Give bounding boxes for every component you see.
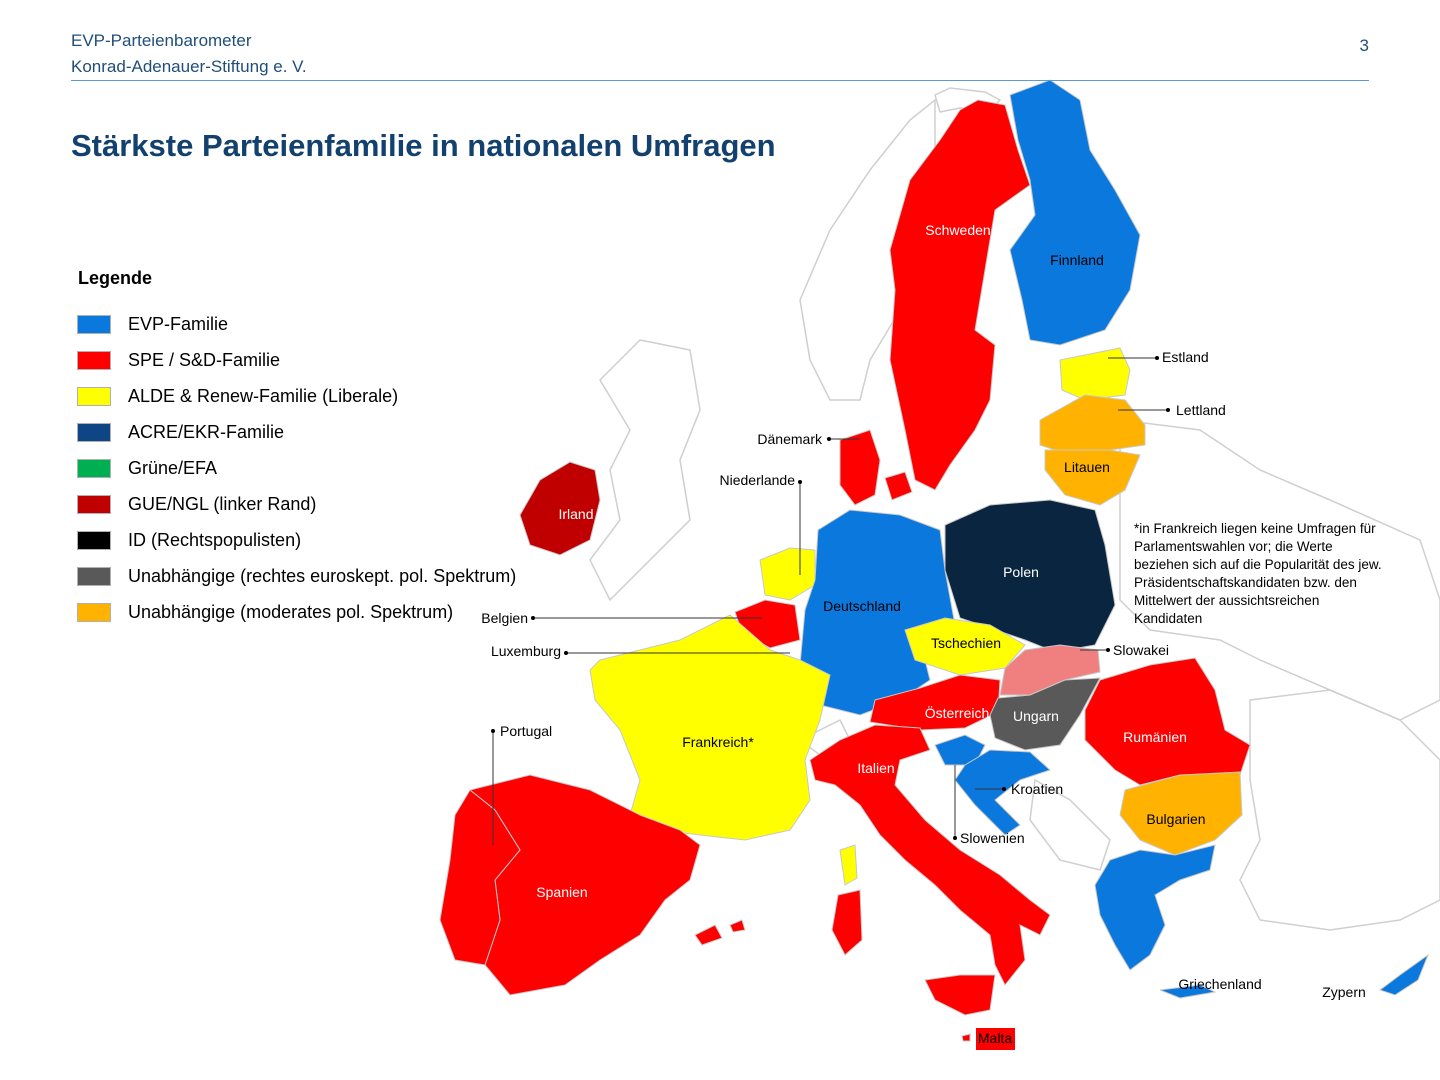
legend-swatch [77,603,111,622]
legend-heading: Legende [78,268,153,288]
country-zypern [1380,955,1428,995]
legend-swatch [77,531,111,550]
legend-swatch [77,315,111,334]
legend-swatch [77,567,111,586]
label-tschechien: Tschechien [930,635,1002,651]
legend-item-indep-moderate [77,594,516,630]
header-line-1: EVP-Parteienbarometer [71,31,252,50]
legend-item-gue [77,486,516,522]
label-spanien: Spanien [536,884,588,900]
legend-item-indep-right [77,558,516,594]
legend-swatch [77,459,111,478]
country-lettland [1040,395,1145,455]
label-litauen: Litauen [1064,459,1110,475]
label-slowenien: Slowenien [960,830,1025,846]
country-niederlande [760,548,815,600]
label-ungarn: Ungarn [1013,708,1059,724]
country-rumaenien [1085,658,1250,785]
country-malta [962,1034,970,1041]
legend-label: ALDE & Renew-Familie (Liberale) [128,385,399,406]
page-number: 3 [1359,36,1369,55]
legend-item-ekr [77,414,516,450]
country-finnland [1010,80,1140,345]
footnote: *in Frankreich liegen keine Umfragen für Parlamentswahlen vor; die Werte beziehen sich auf die Popularität des jew. Präsidentschaftskandidaten bzw. den Mittelwert der aussichtsreichen Kandidaten [1134,521,1382,626]
header-line-2: Konrad-Adenauer-Stiftung e. V. [71,57,307,76]
country-daenemark [840,430,880,505]
page-title: Stärkste Parteienfamilie in nationalen Umfragen [71,128,776,163]
label-portugal: Portugal [500,723,553,739]
legend [77,268,516,630]
country-frankreich [590,615,830,840]
header-divider [71,80,1369,81]
label-irland: Irland [558,506,594,522]
label-griechenland: Griechenland [1178,976,1262,992]
legend-label: Grüne/EFA [128,457,218,478]
label-luxemburg: Luxemburg [490,643,561,659]
label-polen: Polen [1003,564,1039,580]
country-estland [1060,348,1130,400]
label-deutschland: Deutschland [823,598,901,614]
label-kroatien: Kroatien [1011,781,1064,797]
country-schweden [890,100,1030,490]
legend-item-spe [77,342,516,378]
legend-label: SPE / S&D-Familie [128,349,281,370]
legend-label: EVP-Familie [128,313,229,334]
legend-label: Unabhängige (rechtes euroskept. pol. Spektrum) [128,565,517,586]
label-bulgarien: Bulgarien [1146,811,1206,827]
legend-item-gruene [77,450,516,486]
label-daenemark: Dänemark [757,431,822,447]
legend-label: ID (Rechtspopulisten) [128,529,302,550]
legend-swatch [77,423,111,442]
label-lettland: Lettland [1176,402,1226,418]
legend-item-evp [77,306,516,342]
legend-item-id [77,522,516,558]
legend-label: GUE/NGL (linker Rand) [128,493,317,514]
label-schweden: Schweden [925,222,991,238]
header [71,28,307,80]
legend-swatch [77,351,111,370]
label-italien: Italien [857,760,895,776]
label-zypern: Zypern [1322,984,1366,1000]
label-rumaenien: Rumänien [1123,729,1187,745]
label-slowakei: Slowakei [1113,642,1170,658]
label-malta: Malta [977,1030,1013,1046]
label-oesterreich: Österreich [924,705,990,721]
label-frankreich: Frankreich* [682,734,754,750]
legend-label: Unabhängige (moderates pol. Spektrum) [128,601,454,622]
legend-swatch [77,495,111,514]
legend-swatch [77,387,111,406]
country-griechenland [1095,845,1215,970]
label-estland: Estland [1162,349,1209,365]
label-finnland: Finnland [1050,252,1104,268]
legend-label: ACRE/EKR-Familie [128,421,285,442]
legend-item-alde [77,378,516,414]
label-belgien: Belgien [481,610,528,626]
label-niederlande: Niederlande [719,472,795,488]
